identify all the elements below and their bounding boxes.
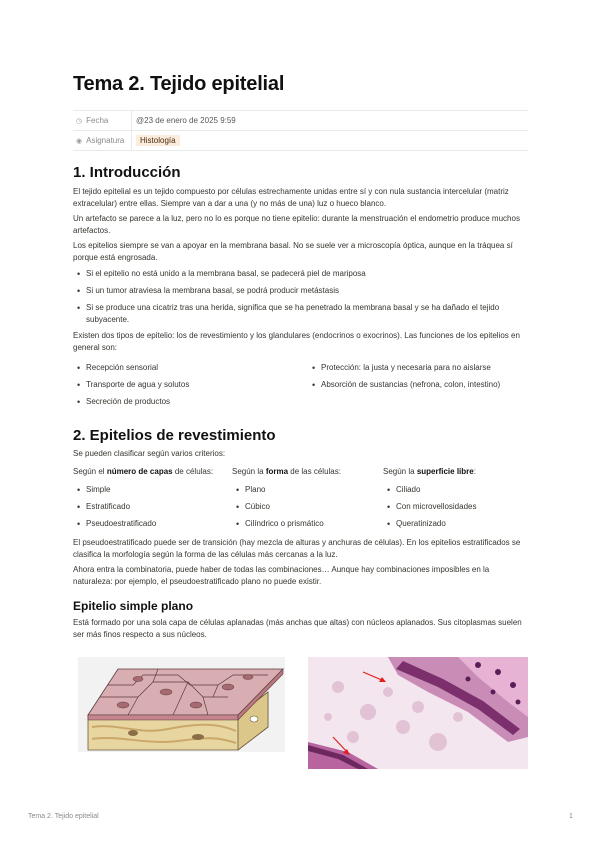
section-heading-revestimiento: 2. Epitelios de revestimiento	[73, 427, 276, 444]
property-key: Fecha	[86, 116, 109, 125]
membrana-basal-list	[73, 268, 528, 326]
property-key: Asignatura	[86, 136, 125, 145]
criterion-header-superficie: Según la superficie libre:	[383, 467, 476, 476]
list-item: • Recepción sensorial	[73, 362, 303, 374]
paragraph: Existen dos tipos de epitelio: los de revestimiento y los glandulares (endocrinos o exocrinos). Las funciones de los epitelios en general son:	[73, 331, 520, 352]
page-number: 1	[569, 813, 573, 820]
list-item: • Protección: la justa y necesaria para no aislarse	[308, 362, 530, 374]
superficie-list	[383, 484, 528, 530]
property-row-fecha[interactable]	[73, 111, 528, 131]
list-item: • Ciliado	[383, 484, 528, 496]
clock-icon: ◷	[76, 117, 83, 125]
capas-list	[73, 484, 223, 530]
list-item: • Absorción de sustancias (nefrona, colon, intestino)	[308, 379, 530, 391]
paragraph: El pseudoestratificado puede ser de transición (hay mezcla de alturas y anchuras de células). En los epitelios estratificados se clasifica la morfología según la forma de las células más cercanas a la luz.	[73, 538, 521, 559]
property-value-date[interactable]: @23 de enero de 2025 9:59	[131, 111, 236, 130]
histology-micrograph-image	[308, 657, 528, 769]
list-item: • Plano	[232, 484, 377, 496]
paragraph: Los epitelios siempre se van a apoyar en la membrana basal. No se suele ver a microscopía óptica, aunque en la tráquea sí porque está engrosada.	[73, 241, 513, 262]
list-item: • Si el epitelio no está unido a la membrana basal, se padecerá piel de mariposa	[73, 268, 528, 280]
forma-list	[232, 484, 377, 530]
list-item: • Secreción de productos	[73, 396, 303, 408]
criterion-header-capas: Según el número de capas de células:	[73, 467, 214, 476]
subject-tag[interactable]: Histología	[136, 135, 180, 146]
list-item: • Cilíndrico o prismático	[232, 518, 377, 530]
simple-squamous-diagram-image	[78, 657, 285, 752]
subsection-heading-simple-plano: Epitelio simple plano	[73, 599, 194, 613]
paragraph: Está formado por una sola capa de células aplanadas (más anchas que altas) con núcleos aplanados. Sus citoplasmas suelen ser más finos respecto a sus núcleos.	[73, 618, 522, 639]
paragraph: Se pueden clasificar según varios criterios:	[73, 449, 226, 458]
paragraph: Ahora entra la combinatoria, puede haber de todas las combinaciones… Aunque hay combinaciones imposibles en la naturaleza: por ejemplo, el pseudoestratificado plano no puede existir.	[73, 565, 490, 586]
paragraph: El tejido epitelial es un tejido compuesto por células estrechamente unidas entre sí y con nula sustancia intercelular (matriz extracelular) entre ellas. Siempre van a dar a una (y no más de una) luz o hueco blanco.	[73, 187, 509, 208]
list-item: • Con microvellosidades	[383, 501, 528, 513]
list-item: • Estratificado	[73, 501, 223, 513]
list-item: • Si un tumor atraviesa la membrana basal, se podrá producir metástasis	[73, 285, 528, 297]
criterion-header-forma: Según la forma de las células:	[232, 467, 341, 476]
page-title: Tema 2. Tejido epitelial	[73, 73, 285, 95]
list-item: • Si se produce una cicatriz tras una herida, significa que se ha penetrado la membrana basal y se ha dañado el tejido subyacente.	[73, 302, 528, 326]
functions-list-right	[308, 362, 530, 391]
paragraph: Un artefacto se parece a la luz, pero no lo es porque no tiene epitelio: durante la menstruación el endometrio produce muchos artefactos.	[73, 214, 520, 235]
list-item: • Transporte de agua y solutos	[73, 379, 303, 391]
list-item: • Cúbico	[232, 501, 377, 513]
list-item: • Pseudoestratificado	[73, 518, 223, 530]
list-item: • Queratinizado	[383, 518, 528, 530]
section-heading-introduccion: 1. Introducción	[73, 164, 181, 181]
select-icon: ◉	[76, 137, 83, 145]
footer-title: Tema 2. Tejido epitelial	[28, 813, 99, 820]
functions-list-left	[73, 362, 303, 408]
properties-table	[73, 110, 528, 151]
property-row-asignatura[interactable]	[73, 131, 528, 151]
list-item: • Simple	[73, 484, 223, 496]
